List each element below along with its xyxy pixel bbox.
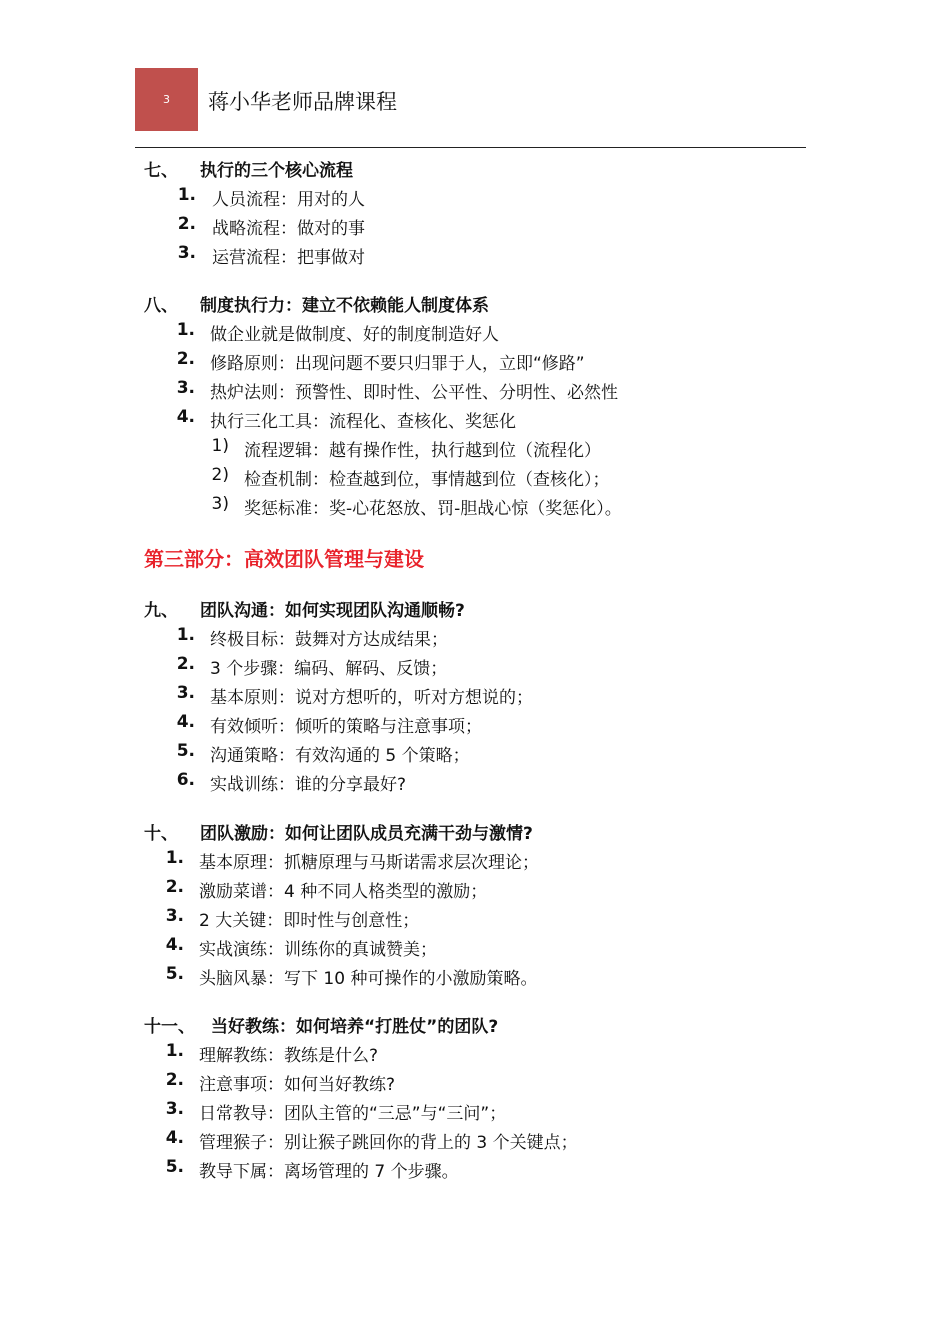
section-8-number: 八、 — [144, 296, 178, 316]
section-7-item-1: 人员流程：用对的人 — [212, 190, 365, 210]
section-11-item-5-number: 5. — [165, 1157, 184, 1177]
section-10-item-2-number: 2. — [165, 877, 184, 897]
section-9-item-6: 实战训练：谁的分享最好? — [210, 775, 407, 795]
section-10-item-5-number: 5. — [165, 964, 184, 984]
section-9-title: 团队沟通：如何实现团队沟通顺畅? — [200, 601, 465, 621]
section-8-subitem-1-number: 1) — [211, 436, 229, 456]
section-10-item-2: 激励菜谱：4 种不同人格类型的激励； — [199, 882, 488, 902]
section-10-number: 十、 — [144, 824, 178, 844]
section-10-item-1-number: 1. — [165, 848, 184, 868]
section-7-item-2: 战略流程：做对的事 — [212, 219, 365, 239]
section-10-item-4-number: 4. — [165, 935, 184, 955]
section-8-item-3-number: 3. — [176, 378, 195, 398]
section-11-item-2: 注意事项：如何当好教练? — [199, 1075, 396, 1095]
header-divider — [135, 147, 806, 148]
section-9-item-6-number: 6. — [176, 770, 195, 790]
section-9-item-5-number: 5. — [176, 741, 195, 761]
section-11-item-2-number: 2. — [165, 1070, 184, 1090]
section-10-item-5: 头脑风暴：写下 10 种可操作的小激励策略。 — [199, 969, 538, 989]
section-9-item-5: 沟通策略：有效沟通的 5 个策略； — [210, 746, 470, 766]
section-7-title: 执行的三个核心流程 — [200, 161, 353, 181]
section-9-number: 九、 — [144, 601, 178, 621]
section-11-item-4-number: 4. — [165, 1128, 184, 1148]
section-11-item-3-number: 3. — [165, 1099, 184, 1119]
section-9-item-2: 3 个步骤：编码、解码、反馈； — [210, 659, 448, 679]
section-9-item-3: 基本原则：说对方想听的，听对方想说的； — [210, 688, 533, 708]
header-title: 蒋小华老师品牌课程 — [208, 90, 397, 114]
section-8-item-4-number: 4. — [176, 407, 195, 427]
section-10-item-3-number: 3. — [165, 906, 184, 926]
section-10-title: 团队激励：如何让团队成员充满干劲与激情? — [200, 824, 533, 844]
section-8-subitem-3: 奖惩标准：奖-心花怒放、罚-胆战心惊（奖惩化）。 — [244, 499, 622, 519]
section-8-item-4: 执行三化工具：流程化、查核化、奖惩化 — [210, 412, 516, 432]
section-11-item-1-number: 1. — [165, 1041, 184, 1061]
section-11-title: 当好教练：如何培养“打胜仗”的团队? — [211, 1017, 499, 1037]
part-3-heading: 第三部分：高效团队管理与建设 — [144, 547, 424, 571]
section-11-item-3: 日常教导：团队主管的“三忌”与“三问”； — [199, 1104, 507, 1124]
section-7-number: 七、 — [144, 161, 178, 181]
section-8-subitem-2-number: 2) — [211, 465, 229, 485]
section-10-item-1: 基本原理：抓糖原理与马斯诺需求层次理论； — [199, 853, 539, 873]
section-8-item-1: 做企业就是做制度、好的制度制造好人 — [210, 325, 499, 345]
page-number-badge — [135, 68, 198, 131]
section-11-item-1: 理解教练：教练是什么? — [199, 1046, 379, 1066]
section-8-item-3: 热炉法则：预警性、即时性、公平性、分明性、必然性 — [210, 383, 618, 403]
section-8-subitem-3-number: 3) — [211, 494, 229, 514]
section-7-item-3-number: 3. — [177, 243, 196, 263]
section-9-item-1: 终极目标：鼓舞对方达成结果； — [210, 630, 448, 650]
section-11-item-5: 教导下属：离场管理的 7 个步骤。 — [199, 1162, 459, 1182]
section-9-item-1-number: 1. — [176, 625, 195, 645]
section-7-item-3: 运营流程：把事做对 — [212, 248, 365, 268]
section-9-item-3-number: 3. — [176, 683, 195, 703]
section-9-item-2-number: 2. — [176, 654, 195, 674]
section-10-item-3: 2 大关键：即时性与创意性； — [199, 911, 420, 931]
section-8-item-1-number: 1. — [176, 320, 195, 340]
section-9-item-4: 有效倾听：倾听的策略与注意事项； — [210, 717, 482, 737]
section-10-item-4: 实战演练：训练你的真诚赞美； — [199, 940, 437, 960]
section-9-item-4-number: 4. — [176, 712, 195, 732]
section-7-item-2-number: 2. — [177, 214, 196, 234]
page-number: 3 — [163, 93, 170, 106]
section-11-item-4: 管理猴子：别让猴子跳回你的背上的 3 个关键点； — [199, 1133, 578, 1153]
section-8-subitem-2: 检查机制：检查越到位，事情越到位（查核化）； — [244, 470, 610, 490]
section-8-title: 制度执行力：建立不依赖能人制度体系 — [200, 296, 489, 316]
section-8-item-2: 修路原则：出现问题不要只归罪于人，立即“修路” — [210, 354, 585, 374]
section-11-number: 十一、 — [144, 1017, 195, 1037]
section-7-item-1-number: 1. — [177, 185, 196, 205]
section-8-subitem-1: 流程逻辑：越有操作性，执行越到位（流程化） — [244, 441, 601, 461]
section-8-item-2-number: 2. — [176, 349, 195, 369]
